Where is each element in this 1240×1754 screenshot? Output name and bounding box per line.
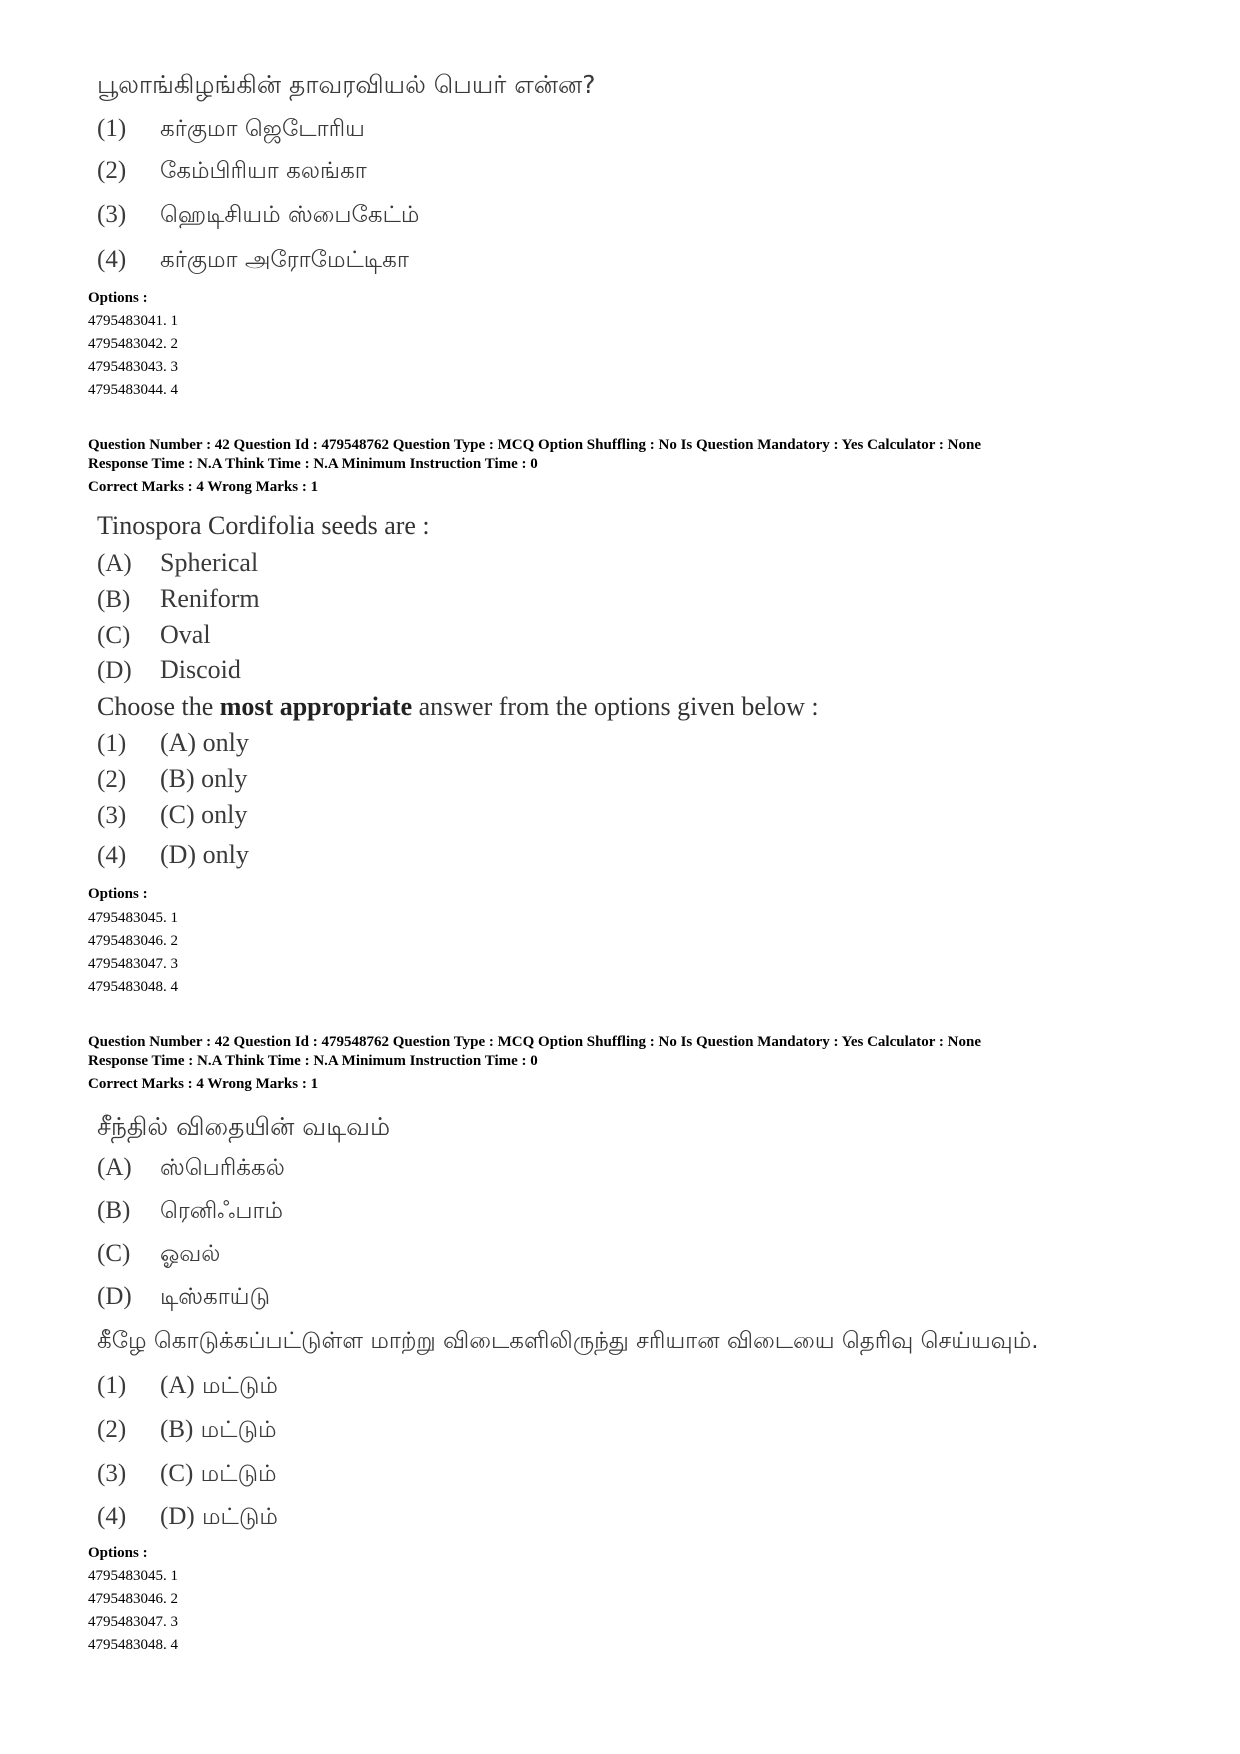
q42-en-option-id-1: 4795483045. 1 — [88, 910, 178, 926]
answer-text: கர்குமா அரோமேட்டிகா — [160, 247, 409, 273]
answer-number: (1) — [97, 1372, 127, 1399]
statement-label: (B) — [97, 1197, 131, 1224]
statement-text: ஸ்பெரிக்கல் — [160, 1155, 285, 1181]
answer-label: (A) — [160, 1372, 195, 1399]
q42-en-instruction — [97, 692, 819, 722]
instruction-suffix: answer from the options given below : — [418, 692, 819, 721]
answer-number: (2) — [97, 766, 127, 793]
answer-number: (4) — [97, 246, 127, 273]
statement-text: ரெனிஃபாம் — [160, 1198, 283, 1224]
q42-en-statement-a — [97, 548, 258, 578]
q41-option-id-2: 4795483042. 2 — [88, 336, 178, 352]
answer-text: மட்டும் — [200, 1417, 277, 1443]
q42-en-answer-1 — [97, 728, 249, 758]
statement-text: Discoid — [160, 655, 241, 684]
q42-ta-option-id-3: 4795483047. 3 — [88, 1614, 178, 1630]
instruction-prefix: Choose the — [97, 692, 214, 721]
answer-number: (1) — [97, 730, 127, 757]
answer-text: (A) only — [160, 728, 249, 757]
answer-text: ஹெடிசியம் ஸ்பைகேட்ம் — [160, 202, 420, 228]
q42-en-meta-line-1: Question Number : 42 Question Id : 479548762 Question Type : MCQ Option Shuffling : No Is Question Mandatory : Yes Calculator : None — [88, 437, 981, 453]
q42-ta-question: சீந்தில் விதையின் வடிவம் — [97, 1112, 391, 1141]
q41-answer-4 — [97, 246, 409, 276]
q42-ta-answer-3 — [97, 1460, 277, 1490]
q42-en-option-id-3: 4795483047. 3 — [88, 956, 178, 972]
q42-en-statement-d — [97, 655, 241, 685]
q42-ta-meta-line-3: Correct Marks : 4 Wrong Marks : 1 — [88, 1076, 319, 1092]
q41-question: பூலாங்கிழங்கின் தாவரவியல் பெயர் என்ன? — [97, 70, 596, 99]
q42-en-answer-2 — [97, 764, 247, 794]
answer-label: (B) — [160, 1416, 194, 1443]
q42-en-meta-line-2: Response Time : N.A Think Time : N.A Minimum Instruction Time : 0 — [88, 456, 538, 472]
statement-label: (D) — [97, 1283, 132, 1310]
q42-en-answer-3 — [97, 800, 247, 830]
q42-ta-answer-1 — [97, 1372, 278, 1402]
answer-text: கர்குமா ஜெடோரிய — [160, 116, 365, 142]
answer-number: (1) — [97, 115, 127, 142]
statement-label: (A) — [97, 550, 132, 577]
q42-en-statement-c — [97, 620, 211, 650]
q42-en-statement-b — [97, 584, 260, 614]
answer-text: (C) only — [160, 800, 248, 829]
q42-en-option-id-4: 4795483048. 4 — [88, 979, 178, 995]
q42-ta-option-id-4: 4795483048. 4 — [88, 1637, 178, 1653]
instruction-emphasis: most appropriate — [219, 692, 413, 721]
answer-text: கேம்பிரியா கலங்கா — [160, 158, 367, 184]
statement-label: (B) — [97, 586, 131, 613]
answer-number: (2) — [97, 157, 127, 184]
q42-ta-statement-b — [97, 1197, 283, 1227]
q42-en-meta-line-3: Correct Marks : 4 Wrong Marks : 1 — [88, 479, 319, 495]
q41-option-id-1: 4795483041. 1 — [88, 313, 178, 329]
answer-label: (C) — [160, 1460, 194, 1487]
answer-text: மட்டும் — [202, 1373, 278, 1399]
statement-label: (A) — [97, 1154, 132, 1181]
answer-text: மட்டும் — [202, 1504, 278, 1530]
q42-ta-answer-4 — [97, 1503, 278, 1533]
q42-ta-options-label: Options : — [88, 1545, 148, 1561]
q42-en-question: Tinospora Cordifolia seeds are : — [97, 511, 430, 540]
statement-text: Spherical — [160, 548, 259, 577]
answer-text: (B) only — [160, 764, 248, 793]
q42-en-answer-4 — [97, 840, 249, 870]
answer-number: (3) — [97, 201, 127, 228]
answer-text: மட்டும் — [200, 1461, 277, 1487]
q42-en-option-id-2: 4795483046. 2 — [88, 933, 178, 949]
q42-ta-option-id-2: 4795483046. 2 — [88, 1591, 178, 1607]
q41-option-id-4: 4795483044. 4 — [88, 382, 178, 398]
q42-ta-statement-c — [97, 1240, 220, 1270]
q42-ta-answer-2 — [97, 1416, 277, 1446]
q41-answer-3 — [97, 201, 419, 231]
q41-answer-1 — [97, 115, 365, 145]
q41-answer-2 — [97, 157, 367, 187]
answer-number: (2) — [97, 1416, 127, 1443]
answer-number: (4) — [97, 842, 127, 869]
statement-label: (D) — [97, 657, 132, 684]
q42-ta-meta-line-1: Question Number : 42 Question Id : 479548762 Question Type : MCQ Option Shuffling : No Is Question Mandatory : Yes Calculator : None — [88, 1034, 981, 1050]
answer-number: (3) — [97, 802, 127, 829]
answer-text: (D) only — [160, 840, 249, 869]
statement-label: (C) — [97, 622, 131, 649]
q42-ta-statement-d — [97, 1283, 270, 1313]
q42-en-options-label: Options : — [88, 886, 148, 902]
q41-options-label: Options : — [88, 290, 148, 306]
q42-ta-option-id-1: 4795483045. 1 — [88, 1568, 178, 1584]
statement-label: (C) — [97, 1240, 131, 1267]
answer-number: (3) — [97, 1460, 127, 1487]
q42-ta-meta-line-2: Response Time : N.A Think Time : N.A Minimum Instruction Time : 0 — [88, 1053, 538, 1069]
answer-label: (D) — [160, 1503, 195, 1530]
answer-number: (4) — [97, 1503, 127, 1530]
q42-ta-instruction: கீழே கொடுக்கப்பட்டுள்ள மாற்று விடைகளிலிருந்து சரியான விடையை தெரிவு செய்யவும். — [97, 1328, 1039, 1354]
q42-ta-statement-a — [97, 1154, 285, 1184]
statement-text: Oval — [160, 620, 211, 649]
statement-text: ஓவல் — [160, 1241, 221, 1267]
q41-option-id-3: 4795483043. 3 — [88, 359, 178, 375]
statement-text: டிஸ்காய்டு — [160, 1284, 270, 1310]
statement-text: Reniform — [160, 584, 260, 613]
